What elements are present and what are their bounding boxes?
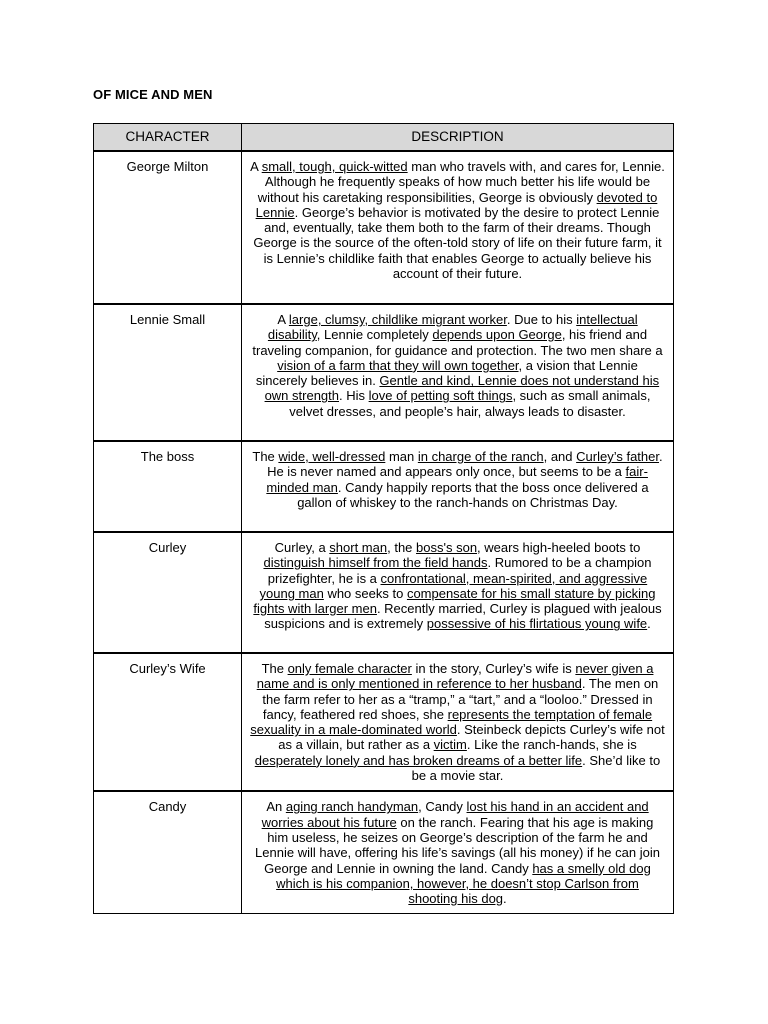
description-text: in the story, Curley’s wife is xyxy=(411,661,576,676)
description-text: . Due to his xyxy=(506,312,577,327)
underlined-phrase: lost his hand in an accident and worries about his future xyxy=(261,799,649,830)
underlined-phrase: in charge of the ranch xyxy=(417,449,544,464)
description-text: man xyxy=(385,449,418,464)
table-body xyxy=(94,151,674,914)
description-text: . Steinbeck depicts Curley’s wife not as a villain, but rather as a xyxy=(278,722,665,753)
description-text: A xyxy=(250,159,262,174)
character-name: Curley’s Wife xyxy=(94,653,242,791)
underlined-phrase: devoted to Lennie xyxy=(255,189,658,220)
description-text: , his friend and traveling companion, for guidance and protection. The two men share a xyxy=(252,327,663,358)
description-text: The xyxy=(261,661,288,676)
underlined-phrase: small, tough, quick-witted xyxy=(261,159,408,174)
description-text: , and xyxy=(543,449,577,464)
underlined-phrase: love of petting soft things xyxy=(368,388,513,404)
description-text: The xyxy=(252,449,279,464)
description-text: , Lennie completely xyxy=(316,327,433,343)
underlined-phrase: intellectual disability xyxy=(267,312,638,343)
description-text: , a vision that Lennie sincerely believes in. xyxy=(255,357,638,389)
table-row xyxy=(94,441,674,532)
underlined-phrase: confrontational, mean-spirited, and aggressive young man xyxy=(259,570,648,601)
description-text: A xyxy=(277,312,289,327)
description-text: . He is never named and appears only once, but seems to be a xyxy=(267,449,663,480)
table-row xyxy=(94,151,674,304)
table-row xyxy=(94,304,674,441)
description-text: . Recently married, Curley is plagued with jealous suspicions and is extremely xyxy=(264,601,662,632)
character-description xyxy=(242,791,674,914)
character-description xyxy=(242,304,674,441)
description-text: Curley, a xyxy=(274,540,330,555)
description-text: . The men on the farm refer to her as a “tramp,” a “tart,” and a “looloo.” Dressed in fancy, feathered red shoes, she xyxy=(262,676,659,722)
underlined-phrase: only female character xyxy=(287,661,412,676)
description-text: . Candy happily reports that the boss once delivered a gallon of whiskey to the ranch-hands on Christmas Day. xyxy=(297,479,649,510)
character-description xyxy=(242,653,674,791)
description-text: . Like the ranch-hands, she is xyxy=(466,737,637,753)
underlined-phrase: possessive of his flirtatious young wife xyxy=(426,616,648,632)
character-description xyxy=(242,151,674,304)
character-name: The boss xyxy=(94,441,242,532)
underlined-phrase: distinguish himself from the field hands xyxy=(263,555,488,571)
underlined-phrase: Gentle and kind, Lennie does not understand his own strength xyxy=(264,373,660,404)
table-row xyxy=(94,791,674,914)
description-text: , Candy xyxy=(418,799,467,815)
header-description: DESCRIPTION xyxy=(242,124,674,152)
underlined-phrase: vision of a farm that they will own together xyxy=(277,357,519,373)
character-table xyxy=(93,123,674,914)
underlined-phrase: victim xyxy=(433,737,467,753)
underlined-phrase: represents the temptation of female sexuality in a male-dominated world xyxy=(250,706,653,738)
underlined-phrase: wide, well-dressed xyxy=(278,449,386,464)
underlined-phrase: large, clumsy, childlike migrant worker xyxy=(288,312,507,327)
character-name: Curley xyxy=(94,532,242,653)
underlined-phrase: depends upon George xyxy=(432,327,562,343)
description-text: . His xyxy=(339,388,369,404)
underlined-phrase: short man xyxy=(329,540,388,555)
underlined-phrase: fair-minded man xyxy=(266,464,648,495)
underlined-phrase: aging ranch handyman xyxy=(285,799,419,815)
description-text: . She’d like to be a movie star. xyxy=(411,752,661,784)
description-text: . xyxy=(503,891,507,907)
underlined-phrase: Curley’s father xyxy=(576,449,659,464)
document-title: OF MICE AND MEN xyxy=(93,87,213,102)
description-text: An xyxy=(266,799,286,815)
underlined-phrase: compensate for his small stature by picking fights with larger men xyxy=(253,585,656,617)
underlined-phrase: never given a name and is only mentioned in reference to her husband xyxy=(256,661,654,692)
table-row xyxy=(94,653,674,791)
underlined-phrase: boss's son xyxy=(416,540,478,555)
description-text: who seeks to xyxy=(323,585,407,601)
character-name: George Milton xyxy=(94,151,242,304)
description-text: on the ranch. Fearing that his age is making him useless, he seizes on George’s description of the farm he and Lennie will have, offering his life’s savings (all his money) if he can join George and Lennie in owning the land. Candy xyxy=(255,814,660,876)
description-text: . George’s behavior is motivated by the desire to protect Lennie and, eventually, take them both to the farm of their dreams. Though George is the source of the often-told story of life on their future farm, it is Lennie’s childlike faith that enables George to actually believe his account of their future. xyxy=(253,204,662,282)
character-name: Candy xyxy=(94,791,242,914)
underlined-phrase: desperately lonely and has broken dreams of a better life xyxy=(254,752,583,768)
description-text: . xyxy=(647,616,651,632)
table-header-row xyxy=(94,124,674,152)
character-description xyxy=(242,441,674,532)
description-text: , such as small animals, velvet dresses, and people’s hair, always leads to disaster. xyxy=(289,388,651,419)
character-description xyxy=(242,532,674,653)
description-text: , wears high-heeled boots to xyxy=(477,540,641,555)
character-name: Lennie Small xyxy=(94,304,242,441)
underlined-phrase: has a smelly old dog which is his companion, however, he doesn’t stop Carlson from shooting his dog xyxy=(276,860,651,907)
description-text: , the xyxy=(387,540,417,555)
description-text: man who travels with, and cares for, Lennie. Although he frequently speaks of how much better his life would be without his caretaking responsibilities, George is obviously xyxy=(257,159,665,205)
description-text: . Rumored to be a champion prizefighter, he is a xyxy=(267,555,652,586)
header-character: CHARACTER xyxy=(94,124,242,152)
table-row xyxy=(94,532,674,653)
